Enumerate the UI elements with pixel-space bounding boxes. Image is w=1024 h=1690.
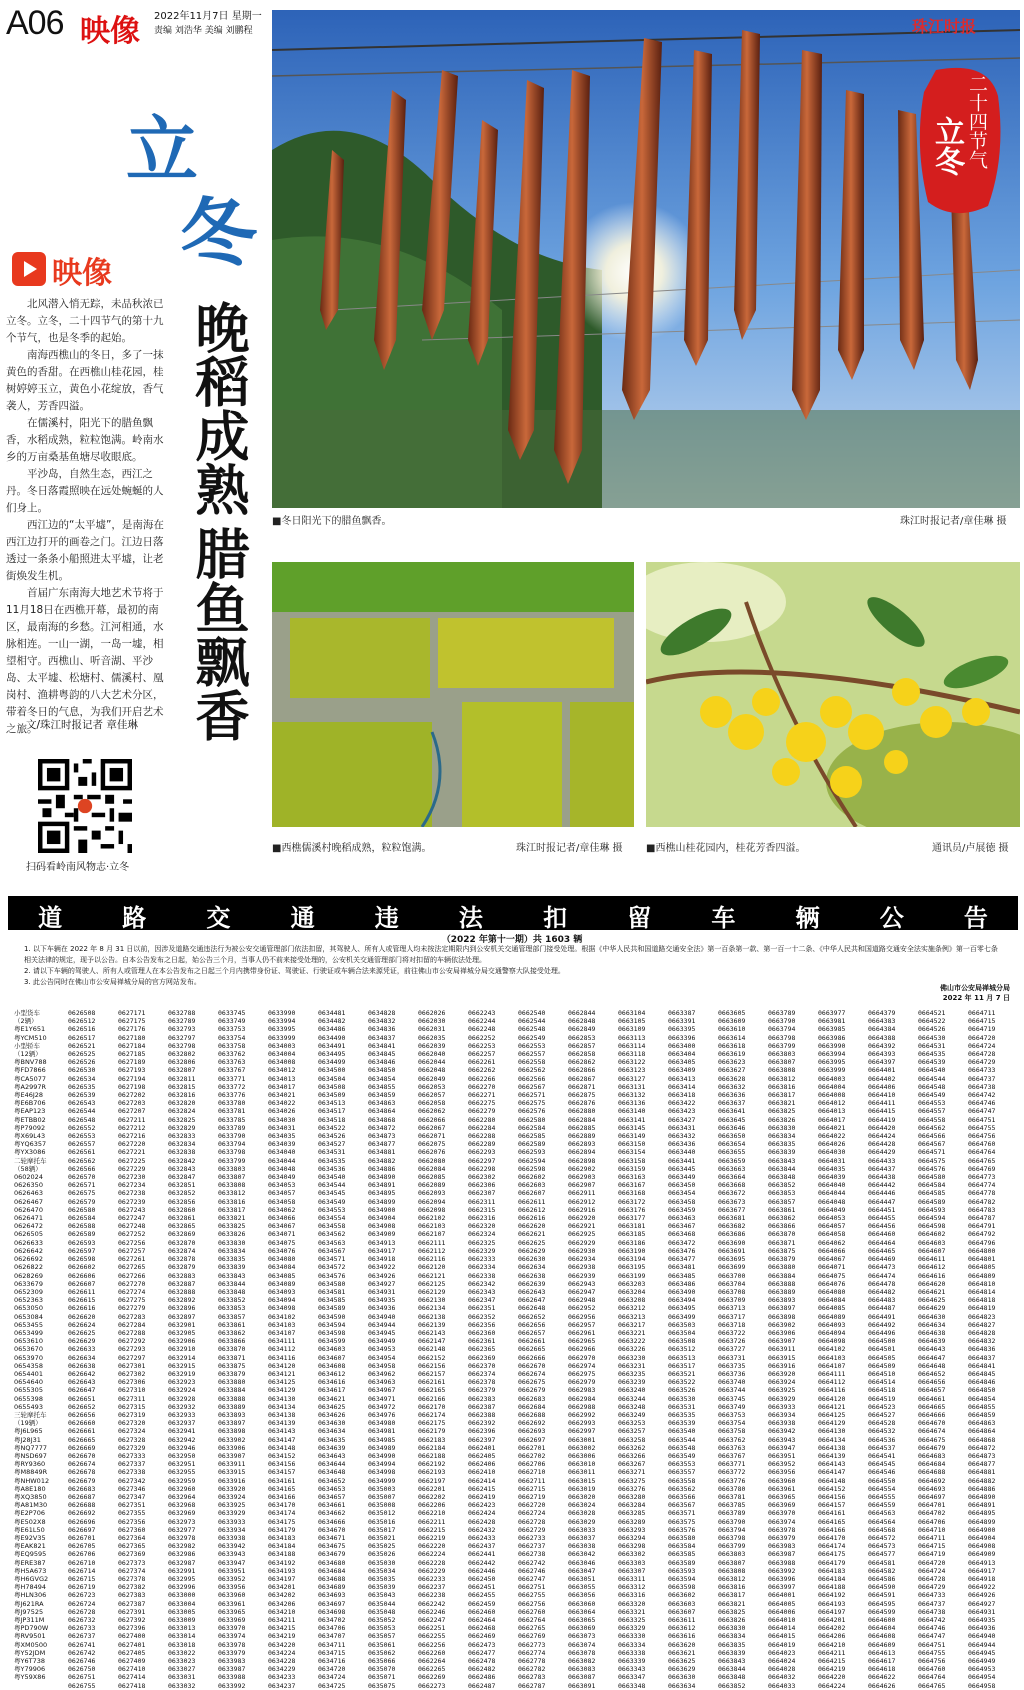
vehicle-number-column: 0664521 0664522 0664526 0664530 0664531 0664535 0664539 0664540 0664544 0664548 0664549 0664553 0664557 0664558 0664562 0664566 0664567 0664571 0664575 0664576 0664580 0664584 0664585 0664589 0664593 0664594 0664598 0664602 0664603 0664607 0664611 0664612 0664616 0664620 0664621 0664625 0664629 0664630 0664634 0664638 0664639 0664643 0664647 0664648 0664652 0664656 0664657 0664661 0664665 0664666 0664670 0664674 0664675 0664679 0664683 0664684 0664688 0664692 0664693 0664697 0664701 0664702 0664706 0664710 0664711 0664715 0664719 0664720 0664724 0664728 0664729 0664733 0664737 0664738 0664742 0664746 0664747 0664751 0664755 0664756 0664760 0664764 0664765 xyxy=(918,1009,946,1690)
issue-date: 2022 年 11 月 7 日 xyxy=(942,994,1010,1002)
vehicle-number-column: 0626508 0626512 0626516 0626517 0626521 0626525 0626526 0626530 0626534 0626535 0626539 0626543 0626544 0626548 0626552 0626553 0626557 0626561 0626562 0626566 0626570 0626571 0626575 0626579 0626580 0626584 0626588 0626589 0626593 0626597 0626598 0626602 0626606 0626607 0626611 0626615 0626616 0626620 0626624 0626625 0626629 0626633 0626634 0626638 0626642 0626643 0626647 0626651 0626652 0626656 0626660 0626661 0626665 0626669 0626670 0626674 0626678 0626679 0626683 0626687 0626688 0626692 0626696 0626697 0626701 0626705 0626706 0626710 0626714 0626715 0626719 0626723 0626724 0626728 0626732 0626733 0626737 0626741 0626742 0626746 0626750 0626751 0626755 xyxy=(68,1009,96,1690)
announcement-title-char: 告 xyxy=(963,903,988,932)
intro-paragraph: 西江边的“太平墟”，是南海在西江边打开的画卷之门。江边日落透过一条条小船照进太平墟，让老街焕发生机。 xyxy=(6,519,164,582)
rice-photo-credit: 珠江时报记者/章佳琳 摄 xyxy=(516,843,623,854)
announcement-clause: 1. 以下车辆在 2022 年 8 月 31 日以前，因涉及道路交通违法行为被公安交通管理部门依法扣留，其驾驶人、所有人或管理人均未按法定期限内到公安机关交通管理部门接受处理。根据《中华人民共和国道路交通安全法》第一百条第一款、第一百一十二条、《中华人民共和国道路交通安全法实施条例》第一百零七条相关法律的规定，现予以公告。自本公告发布之日起，始公告三个月，当事人仍不前来接受处理的，公安机关交通管理部门将对扣留的车辆依法处理。 xyxy=(24,945,998,964)
vehicle-number-column: 0662026 0662030 0662031 0662035 0662039 0662040 0662044 0662048 0662049 0662053 0662057 0662058 0662062 0662066 0662067 0662071 0662075 0662076 0662080 0662084 0662085 0662089 0662093 0662094 0662098 0662102 0662103 0662107 0662111 0662112 0662116 0662120 0662121 0662125 0662129 0662130 0662134 0662138 0662139 0662143 0662147 0662148 0662152 0662156 0662157 0662161 0662165 0662166 0662170 0662174 0662175 0662179 0662183 0662184 0662188 0662192 0662193 0662197 0662201 0662202 0662206 0662210 0662211 0662215 0662219 0662220 0662224 0662228 0662229 0662233 0662237 0662238 0662242 0662246 0662247 0662251 0662255 0662256 0662260 0662264 0662265 0662269 0662273 xyxy=(418,1009,446,1690)
osmanthus-photo-credit: 通讯员/卢展徳 摄 xyxy=(932,843,1009,854)
app-name: 映像 xyxy=(52,256,112,291)
vehicle-number-column: 0663605 0663609 0663610 0663614 0663618 0663619 0663623 0663627 0663628 0663632 0663636 0663637 0663641 0663645 0663646 0663650 0663654 0663655 0663659 0663663 0663664 0663668 0663672 0663673 0663677 0663681 0663682 0663686 0663690 0663691 0663695 0663699 0663700 0663704 0663708 0663709 0663713 0663717 0663718 0663722 0663726 0663727 0663731 0663735 0663736 0663740 0663744 0663745 0663749 0663753 0663754 0663758 0663762 0663763 0663767 0663771 0663772 0663776 0663780 0663781 0663785 0663789 0663790 0663794 0663798 0663799 0663803 0663807 0663808 0663812 0663816 0663817 0663821 0663825 0663826 0663830 0663834 0663835 0663839 0663843 0663844 0663848 0663852 xyxy=(718,1009,746,1690)
cured-fish-image xyxy=(272,10,1020,508)
editor-credits: 责编 刘浩华 美编 刘鹏程 xyxy=(154,26,253,36)
osmanthus-photo-caption: ■西樵山桂花园内，桂花芳香四溢。 xyxy=(646,843,806,854)
announcement-title-char: 交 xyxy=(206,903,231,932)
main-photo-caption: ■冬日阳光下的腊鱼飘香。 xyxy=(272,516,392,527)
app-logo xyxy=(12,252,142,292)
vehicle-number-column: 0664711 0664715 0664719 0664720 0664724 0664728 0664729 0664733 0664737 0664738 0664742 0664746 0664747 0664751 0664755 0664756 0664760 0664764 0664765 0664769 0664773 0664774 0664778 0664782 0664783 0664787 0664791 0664792 0664796 0664800 0664801 0664805 0664809 0664810 0664814 0664818 0664819 0664823 0664827 0664828 0664832 0664836 0664837 0664841 0664845 0664846 0664850 0664854 0664855 0664859 0664863 0664864 0664868 0664872 0664873 0664877 0664881 0664882 0664886 0664890 0664891 0664895 0664899 0664900 0664904 0664908 0664909 0664913 0664917 0664918 0664922 0664926 0664927 0664931 0664935 0664936 0664940 0664944 0664945 0664949 0664953 0664954 0664958 xyxy=(968,1009,996,1690)
vehicle-category-column: 小型货车 （2辆） 粤E1Y651 粤YCM510 小型轿车 （12辆） 粤BNV788 粤FD7866 粤CA5077 粤A2997R 粤E46J28 粤E6B706 粤EAP123 粤ETBB02 粤P79092 粤X69L43 粤YQ6357 粤YX3086 二轮摩托车 （58辆） 0602024 0626350 0626463 0626467 0626470 0626471 0626472 0626505 0626633 0626642 0626692 0626822 0628269 0633679 0652309 0652363 0653050 0653084 0653455 0653499 0653610 0653670 0653970 0654358 0654401 0654640 0655305 0655398 0655493 三轮摩托车 （19辆） 粤J6L965 粤J28J31 粤NQ7777 粤NSD697 粤RY9360 粤M8849R 粤NHW012 粤A8E180 粤XQ3850 粤A81M30 粤E2P706 粤E502X8 粤E61L50 粤E92V35 粤EAK821 粤EQ9595 粤ERE387 粤H5A673 粤H6GVG2 粤H78494 粤HLN306 粤J621RA 粤J97525 粤JP311M 粤PD790W 粤RV9501 粤XM0500 粤Y52JDM 粤Y6T738 粤Y79906 粤Y59X86 xyxy=(14,1009,50,1682)
play-icon xyxy=(12,252,46,286)
announcement-title-char: 公 xyxy=(879,903,904,932)
announcement-title-char: 辆 xyxy=(795,903,820,932)
announcement-title-char: 通 xyxy=(290,903,315,932)
vehicle-number-column: 0663977 0663981 0663985 0663986 0663990 0663994 0663995 0663999 0664003 0664004 0664008 0664012 0664013 0664017 0664021 0664022 0664026 0664030 0664031 0664035 0664039 0664040 0664044 0664048 0664049 0664053 0664057 0664058 0664062 0664066 0664067 0664071 0664075 0664076 0664080 0664084 0664085 0664089 0664093 0664094 0664098 0664102 0664103 0664107 0664111 0664112 0664116 0664120 0664121 0664125 0664129 0664130 0664134 0664138 0664139 0664143 0664147 0664148 0664152 0664156 0664157 0664161 0664165 0664166 0664170 0664174 0664175 0664179 0664183 0664184 0664188 0664192 0664193 0664197 0664201 0664202 0664206 0664210 0664211 0664215 0664219 0664220 0664224 xyxy=(818,1009,846,1690)
calligraphy-char-li: 立 xyxy=(126,107,199,192)
vehicle-number-column: 0663387 0663391 0663395 0663396 0663400 0663404 0663405 0663409 0663413 0663414 0663418 0663422 0663423 0663427 0663431 0663432 0663436 0663440 0663441 0663445 0663449 0663450 0663454 0663458 0663459 0663463 0663467 0663468 0663472 0663476 0663477 0663481 0663485 0663486 0663490 0663494 0663495 0663499 0663503 0663504 0663508 0663512 0663513 0663517 0663521 0663522 0663526 0663530 0663531 0663535 0663539 0663540 0663544 0663548 0663549 0663553 0663557 0663558 0663562 0663566 0663567 0663571 0663575 0663576 0663580 0663584 0663585 0663589 0663593 0663594 0663598 0663602 0663603 0663607 0663611 0663612 0663616 0663620 0663621 0663625 0663629 0663630 0663634 xyxy=(668,1009,696,1690)
qr-caption: 扫码看岭南风物志·立冬 xyxy=(26,862,130,873)
vehicle-number-column: 0662540 0662544 0662548 0662549 0662553 0662557 0662558 0662562 0662566 0662567 0662571 0662575 0662576 0662580 0662584 0662585 0662589 0662593 0662594 0662598 0662602 0662603 0662607 0662611 0662612 0662616 0662620 0662621 0662625 0662629 0662630 0662634 0662638 0662639 0662643 0662647 0662648 0662652 0662656 0662657 0662661 0662665 0662666 0662670 0662674 0662675 0662679 0662683 0662684 0662688 0662692 0662693 0662697 0662701 0662702 0662706 0662710 0662711 0662715 0662719 0662720 0662724 0662728 0662729 0662733 0662737 0662738 0662742 0662746 0662747 0662751 0662755 0662756 0662760 0662764 0662765 0662769 0662773 0662774 0662778 0662782 0662783 0662787 xyxy=(518,1009,546,1690)
issuer: 佛山市公安局禅城分局 xyxy=(940,984,1010,992)
seal-term: 立冬 xyxy=(929,116,964,176)
solar-term-calligraphy xyxy=(118,92,268,285)
announcement-body xyxy=(24,944,1004,988)
section-name: 映像 xyxy=(80,14,140,49)
late-rice-image xyxy=(272,562,634,827)
byline: 文/珠江时报记者 章佳琳 xyxy=(26,719,138,731)
announcement-clause: 3. 此公告同时在佛山市公安局禅城分局的官方网站发布。 xyxy=(24,978,201,986)
osmanthus-image xyxy=(646,562,1020,827)
intro-paragraph: 北风潜入悄无踪，未品秋浓已立冬。立冬，二十四节气的第十九个节气，也是冬季的起始。 xyxy=(6,298,164,344)
photo-osmanthus xyxy=(646,562,1020,827)
announcement-title-char: 留 xyxy=(627,903,652,932)
announcement-subtitle: （2022 年第十一期）共 1603 辆 xyxy=(441,935,583,945)
announcement-title-char: 扣 xyxy=(543,903,568,932)
announcement-signature xyxy=(880,983,1010,1003)
intro-paragraph: 南海西樵山的冬日，多了一抹黄色的香甜。在西樵山桂花园，桂树婷婷玉立，黄色小花绽放，香气袭人，芳香四溢。 xyxy=(6,349,164,412)
calligraphy-char-dong: 冬 xyxy=(172,183,263,285)
issue-date: 2022年11月7日 星期一 xyxy=(154,11,262,22)
headline-line-1: 晚稻成熟 xyxy=(187,300,251,516)
photo-cured-fish xyxy=(272,10,1020,508)
announcement-title-char: 法 xyxy=(458,903,483,932)
announcement-title-char: 违 xyxy=(374,903,399,932)
announcement-clause: 2. 请以下车辆的驾驶人、所有人或管理人在本公告发布之日起三个月内携带身份证、驾驶证、行驶证或车辆合法来源凭证，前往佛山市公安局禅城分局交通警察大队接受处理。 xyxy=(24,967,565,975)
announcement-header xyxy=(8,896,1018,930)
vehicle-number-column: 0633990 0633994 0633995 0633999 0634003 0634004 0634008 0634012 0634013 0634017 0634021 0634022 0634026 0634030 0634031 0634035 0634039 0634040 0634044 0634048 0634049 0634053 0634057 0634058 0634062 0634066 0634067 0634071 0634075 0634076 0634080 0634084 0634085 0634089 0634093 0634094 0634098 0634102 0634103 0634107 0634111 0634112 0634116 0634120 0634121 0634125 0634129 0634130 0634134 0634138 0634139 0634143 0634147 0634148 0634152 0634156 0634157 0634161 0634165 0634166 0634170 0634174 0634175 0634179 0634183 0634184 0634188 0634192 0634193 0634197 0634201 0634202 0634206 0634210 0634211 0634215 0634219 0634220 0634224 0634228 0634229 0634233 0634237 xyxy=(268,1009,296,1690)
watermark: 珠江时报 xyxy=(912,17,977,36)
vehicle-number-column: 0662844 0662848 0662849 0662853 0662857 0662858 0662862 0662866 0662867 0662871 0662875 0662876 0662880 0662884 0662885 0662889 0662893 0662894 0662898 0662902 0662903 0662907 0662911 0662912 0662916 0662920 0662921 0662925 0662929 0662930 0662934 0662938 0662939 0662943 0662947 0662948 0662952 0662956 0662957 0662961 0662965 0662966 0662970 0662974 0662975 0662979 0662983 0662984 0662988 0662992 0662993 0662997 0663001 0663002 0663006 0663010 0663011 0663015 0663019 0663020 0663024 0663028 0663029 0663033 0663037 0663038 0663042 0663046 0663047 0663051 0663055 0663056 0663060 0663064 0663065 0663069 0663073 0663074 0663078 0663082 0663083 0663087 0663091 xyxy=(568,1009,596,1690)
vehicle-number-column: 0634481 0634482 0634486 0634490 0634491 0634495 0634499 0634500 0634504 0634508 0634509 0634513 0634517 0634518 0634522 0634526 0634527 0634531 0634535 0634536 0634540 0634544 0634545 0634549 0634553 0634554 0634558 0634562 0634563 0634567 0634571 0634572 0634576 0634580 0634581 0634585 0634589 0634590 0634594 0634598 0634599 0634603 0634607 0634608 0634612 0634616 0634617 0634621 0634625 0634626 0634630 0634634 0634635 0634639 0634643 0634644 0634648 0634652 0634653 0634657 0634661 0634662 0634666 0634670 0634671 0634675 0634679 0634680 0634684 0634688 0634689 0634693 0634697 0634698 0634702 0634706 0634707 0634711 0634715 0634716 0634720 0634724 0634725 xyxy=(318,1009,346,1690)
vehicle-number-column: 0663789 0663790 0663794 0663798 0663799 0663803 0663807 0663808 0663812 0663816 0663817 0663821 0663825 0663826 0663830 0663834 0663835 0663839 0663843 0663844 0663848 0663852 0663853 0663857 0663861 0663862 0663866 0663870 0663871 0663875 0663879 0663880 0663884 0663888 0663889 0663893 0663897 0663898 0663902 0663906 0663907 0663911 0663915 0663916 0663920 0663924 0663925 0663929 0663933 0663934 0663938 0663942 0663943 0663947 0663951 0663952 0663956 0663960 0663961 0663965 0663969 0663970 0663974 0663978 0663979 0663983 0663987 0663988 0663992 0663996 0663997 0664001 0664005 0664006 0664010 0664014 0664015 0664019 0664023 0664024 0664028 0664032 0664033 xyxy=(768,1009,796,1690)
vehicle-number-column: 0633745 0633749 0633753 0633754 0633758 0633762 0633763 0633767 0633771 0633772 0633776 0633780 0633781 0633785 0633789 0633790 0633794 0633798 0633799 0633803 0633807 0633808 0633812 0633816 0633817 0633821 0633825 0633826 0633830 0633834 0633835 0633839 0633843 0633844 0633848 0633852 0633853 0633857 0633861 0633862 0633866 0633870 0633871 0633875 0633879 0633880 0633884 0633888 0633889 0633893 0633897 0633898 0633902 0633906 0633907 0633911 0633915 0633916 0633920 0633924 0633925 0633929 0633933 0633934 0633938 0633942 0633943 0633947 0633951 0633952 0633956 0633960 0633961 0633965 0633969 0633970 0633974 0633978 0633979 0633983 0633987 0633988 0633992 xyxy=(218,1009,246,1690)
vehicle-number-column: 0663104 0663105 0663109 0663113 0663114 0663118 0663122 0663123 0663127 0663131 0663132 0663136 0663140 0663141 0663145 0663149 0663150 0663154 0663158 0663159 0663163 0663167 0663168 0663172 0663176 0663177 0663181 0663185 0663186 0663190 0663194 0663195 0663199 0663203 0663204 0663208 0663212 0663213 0663217 0663221 0663222 0663226 0663230 0663231 0663235 0663239 0663240 0663244 0663248 0663249 0663253 0663257 0663258 0663262 0663266 0663267 0663271 0663275 0663276 0663280 0663284 0663285 0663289 0663293 0663294 0663298 0663302 0663303 0663307 0663311 0663312 0663316 0663320 0663321 0663325 0663329 0663330 0663334 0663338 0663339 0663343 0663347 0663348 xyxy=(618,1009,646,1690)
main-photo-credit: 珠江时报记者/章佳琳 摄 xyxy=(900,516,1007,527)
vehicle-number-column: 0664379 0664383 0664384 0664388 0664392 0664393 0664397 0664401 0664402 0664406 0664410 0664411 0664415 0664419 0664420 0664424 0664428 0664429 0664433 0664437 0664438 0664442 0664446 0664447 0664451 0664455 0664456 0664460 0664464 0664465 0664469 0664473 0664474 0664478 0664482 0664483 0664487 0664491 0664492 0664496 0664500 0664501 0664505 0664509 0664510 0664514 0664518 0664519 0664523 0664527 0664528 0664532 0664536 0664537 0664541 0664545 0664546 0664550 0664554 0664555 0664559 0664563 0664564 0664568 0664572 0664573 0664577 0664581 0664582 0664586 0664590 0664591 0664595 0664599 0664600 0664604 0664608 0664609 0664613 0664617 0664618 0664622 0664626 xyxy=(868,1009,896,1690)
intro-paragraph: 首届广东南海大地艺术节将于11月18日在西樵开幕，最初的南区，最南海的乡愁。江河相通，水脉相连。一山一湖，一岛一墟，相望相守。西樵山、听音湖、平沙岛、太平墟、松塘村、儒溪村、凰岗村、渔耕粤韵的八大艺术分区，带着冬日的气息，为我们开启艺术之旅。 xyxy=(6,587,164,735)
qr-code[interactable] xyxy=(38,759,132,853)
vehicle-number-column: 0662243 0662244 0662248 0662252 0662253 0662257 0662261 0662262 0662266 0662270 0662271 0662275 0662279 0662280 0662284 0662288 0662289 0662293 0662297 0662298 0662302 0662306 0662307 0662311 0662315 0662316 0662320 0662324 0662325 0662329 0662333 0662334 0662338 0662342 0662343 0662347 0662351 0662352 0662356 0662360 0662361 0662365 0662369 0662370 0662374 0662378 0662379 0662383 0662387 0662388 0662392 0662396 0662397 0662401 0662405 0662406 0662410 0662414 0662415 0662419 0662423 0662424 0662428 0662432 0662433 0662437 0662441 0662442 0662446 0662450 0662451 0662455 0662459 0662460 0662464 0662468 0662469 0662473 0662477 0662478 0662482 0662486 0662487 xyxy=(468,1009,496,1690)
vehicle-number-column: 0632788 0632789 0632793 0632797 0632798 0632802 0632806 0632807 0632811 0632815 0632816 0632820 0632824 0632825 0632829 0632833 0632834 0632838 0632842 0632843 0632847 0632851 0632852 0632856 0632860 0632861 0632865 0632869 0632870 0632874 0632878 0632879 0632883 0632887 0632888 0632892 0632896 0632897 0632901 0632905 0632906 0632910 0632914 0632915 0632919 0632923 0632924 0632928 0632932 0632933 0632937 0632941 0632942 0632946 0632950 0632951 0632955 0632959 0632960 0632964 0632968 0632969 0632973 0632977 0632978 0632982 0632986 0632987 0632991 0632995 0632996 0633000 0633004 0633005 0633009 0633013 0633014 0633018 0633022 0633023 0633027 0633031 0633032 xyxy=(168,1009,196,1690)
vehicle-number-column: 0634828 0634832 0634836 0634837 0634841 0634845 0634846 0634850 0634854 0634855 0634859 0634863 0634864 0634868 0634872 0634873 0634877 0634881 0634882 0634886 0634890 0634891 0634895 0634899 0634900 0634904 0634908 0634909 0634913 0634917 0634918 0634922 0634926 0634927 0634931 0634935 0634936 0634940 0634944 0634945 0634949 0634953 0634954 0634958 0634962 0634963 0634967 0634971 0634972 0634976 0634980 0634981 0634985 0634989 0634990 0634994 0634998 0634999 0635003 0635007 0635008 0635012 0635016 0635017 0635021 0635025 0635026 0635030 0635034 0635035 0635039 0635043 0635044 0635048 0635052 0635053 0635057 0635061 0635062 0635066 0635070 0635071 0635075 xyxy=(368,1009,396,1690)
announcement-title-char: 路 xyxy=(122,903,147,932)
solar-term-seal xyxy=(918,66,1002,216)
vehicle-number-column: 0627171 0627175 0627176 0627180 0627184 0627185 0627189 0627193 0627194 0627198 0627202 0627203 0627207 0627211 0627212 0627216 0627220 0627221 0627225 0627229 0627230 0627234 0627238 0627239 0627243 0627247 0627248 0627252 0627256 0627257 0627261 0627265 0627266 0627270 0627274 0627275 0627279 0627283 0627284 0627288 0627292 0627293 0627297 0627301 0627302 0627306 0627310 0627311 0627315 0627319 0627320 0627324 0627328 0627329 0627333 0627337 0627338 0627342 0627346 0627347 0627351 0627355 0627356 0627360 0627364 0627365 0627369 0627373 0627374 0627378 0627382 0627383 0627387 0627391 0627392 0627396 0627400 0627401 0627405 0627409 0627410 0627414 0627418 xyxy=(118,1009,146,1690)
seal-subtitle: 二十四节气 xyxy=(966,74,988,169)
rice-photo-caption: ■西樵儒溪村晚稻成熟，粒粒饱满。 xyxy=(272,843,432,854)
headline-line-2: 腊鱼飘香 xyxy=(187,526,251,742)
headline xyxy=(180,300,258,742)
masthead xyxy=(0,0,270,49)
intro-paragraph: 平沙岛，自然生态，西江之丹。冬日落霞照映在远处蜿蜒的人们身上。 xyxy=(6,468,164,514)
announcement-title-char: 道 xyxy=(38,903,63,932)
intro-article xyxy=(6,296,166,738)
masthead-meta xyxy=(154,10,274,38)
announcement-title-char: 车 xyxy=(711,903,736,932)
page-number: A06 xyxy=(6,4,64,42)
vehicle-list xyxy=(14,1009,1018,1690)
intro-paragraph: 在儒溪村，阳光下的腊鱼飘香，水稻成熟，粒粒饱满。岭南水乡的万亩桑基鱼塘尽收眼底。 xyxy=(6,417,164,463)
photo-late-rice xyxy=(272,562,634,827)
